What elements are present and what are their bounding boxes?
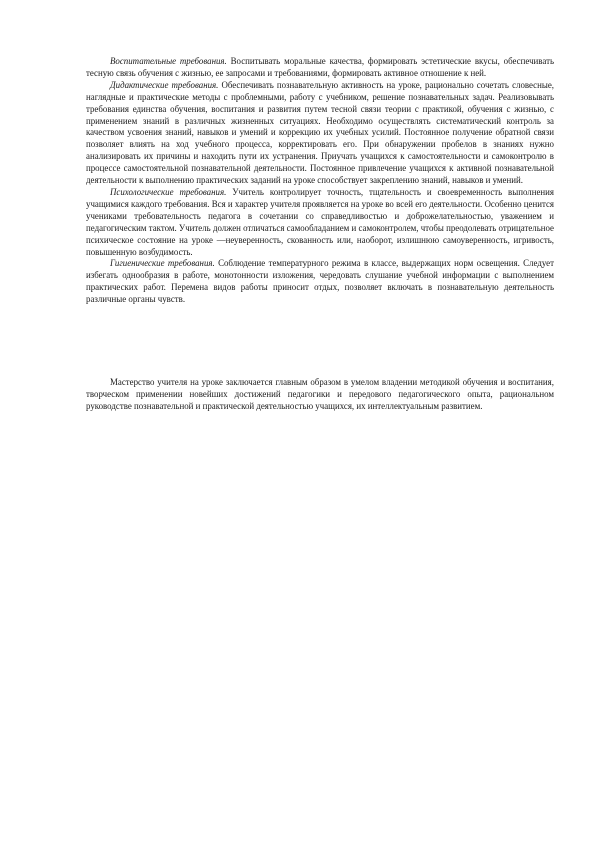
blank-space xyxy=(86,306,554,377)
paragraph-text: Обеспечивать познавательную активность на уроке, рационально сочетать словесные, наглядные и практические методы с проблемными, работу с учебником, решение познавательных задач. Реализовывать требования единства обучения, воспитания и развития путем тесной связи теории с практикой, обучения с жизнью, с применением знаний в различных жизненных ситуациях. Необходимо осуществлять систематический контроль за качеством усвоения знаний, навыков и умений и коррекцию их учебных усилий. Постоянное получение обратной связи позволяет влиять на ход учебного процесса, корректировать его. При обнаружении пробелов в знаниях нужно анализировать их причины и находить пути их устранения. Приучать учащихся к самостоятельности и самоконтролю в процессе самостоятельной познавательной деятельности. Постоянное привлечение учащихся к активной познавательной деятельности к выполнению практических заданий на уроке способствует закреплению знаний, навыков и умений. xyxy=(86,79,554,186)
paragraph-lead: Гигиенические требования. xyxy=(110,258,215,269)
paragraph-lead: Дидактические требования. xyxy=(110,79,219,90)
paragraph-text: Соблюдение температурного режима в классе, выдержащих норм освещения. Следует избегать однообразия в работе, монотонности изложения, чередовать слушание учебной информации с выполнением практических работ. Перемена видов работы приносит отдых, позволяет включать в познавательную деятельность различные органы чувств. xyxy=(86,258,554,305)
paragraph-closing: Мастерство учителя на уроке заключается главным образом в умелом владении методикой обучения и воспитания, творческом применении новейших достижений педагогики и передового педагогического опыта, рациональном руководстве познавательной и практической деятельностью учащихся, их интеллектуальным развитием. xyxy=(86,377,554,411)
paragraph-lead: Воспитательные требования. xyxy=(110,56,227,66)
paragraph-psychological-requirements xyxy=(86,187,554,258)
document-body xyxy=(86,56,554,413)
paragraph-lead: Психологические требования. xyxy=(110,186,227,197)
paragraph-text: Учитель контролирует точность, тщательность и своевременность выполнения учащимися каждого требования. Вся и характер учителя проявляется на уроке во всей его деятельности. Особенно ценится учениками требовательность педагога в сочетании со справедливостью и доброжелательностью, уважением и педагогическим тактом. Учитель должен отличаться самообладанием и самоконтролем, чтобы преодолевать отрицательное психическое состояние на уроке —неуверенность, скованность или, наоборот, излишнюю самоуверенность, игривость, повышенную возбудимость. xyxy=(86,186,554,257)
paragraph-text: Воспитывать моральные качества, формировать эстетические вкусы, обеспечивать тесную связь обучения с жизнью, ее запросами и требованиями, формировать активное отношение к ней. xyxy=(86,56,554,78)
paragraph-hygienic-requirements xyxy=(86,258,554,306)
paragraph-didactic-requirements xyxy=(86,80,554,187)
paragraph-educational-requirements xyxy=(86,56,554,80)
